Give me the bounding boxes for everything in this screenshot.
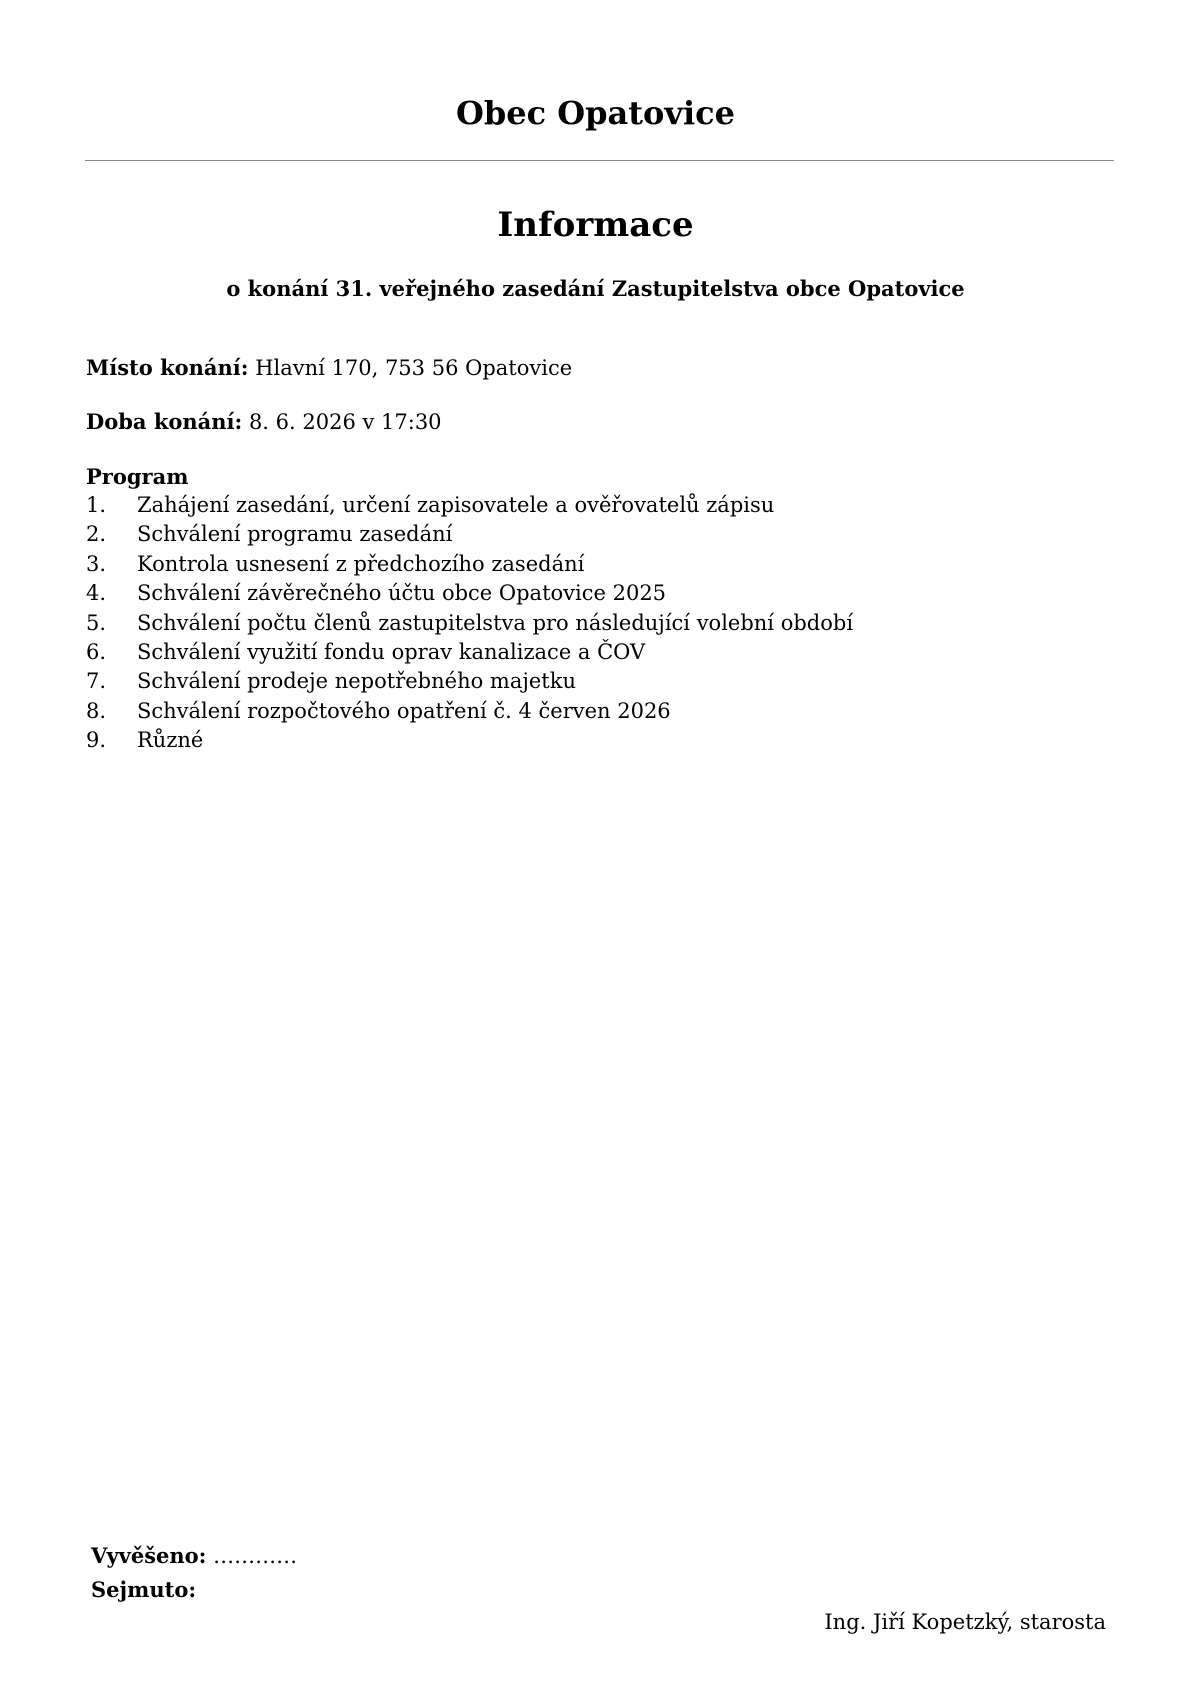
program-item (86, 667, 853, 696)
organization-title: Obec Opatovice (456, 94, 735, 132)
header-divider (85, 160, 1114, 161)
posted-on (91, 1541, 297, 1571)
document-title: Informace (497, 205, 694, 245)
program-item-number: 7. (86, 669, 107, 694)
program-item (86, 520, 853, 549)
program-item-text: Zahájení zasedání, určení zapisovatele a ověřovatelů zápisu (137, 493, 775, 517)
program-item-text: Kontrola usnesení z předchozího zasedání (137, 551, 585, 576)
program-item-number: 2. (86, 522, 107, 547)
program-item (86, 638, 853, 667)
document-subtitle: o konání 31. veřejného zasedání Zastupitelstva obce Opatovice (226, 276, 965, 301)
meeting-time-label: Doba konání: (86, 409, 243, 434)
posted-on-label: Vyvěšeno: (91, 1543, 207, 1568)
meeting-time (86, 407, 442, 437)
posted-on-value: ………… (213, 1544, 298, 1568)
meeting-place (86, 353, 572, 383)
program-list (86, 491, 853, 756)
program-item-text: Schválení programu zasedání (137, 522, 453, 547)
program-item-text: Schválení závěrečného účtu obce Opatovice 2025 (137, 581, 667, 606)
meeting-time-value: 8. 6. 2026 v 17:30 (248, 410, 442, 434)
program-item-number: 6. (86, 640, 107, 665)
removed-on (91, 1575, 196, 1605)
program-item-number: 3. (86, 551, 107, 576)
program-item-text: Schválení prodeje nepotřebného majetku (137, 669, 576, 694)
removed-on-label: Sejmuto: (91, 1577, 197, 1602)
program-item-number: 1. (86, 493, 107, 517)
program-item (86, 491, 853, 520)
mayor-signature-line: Ing. Jiří Kopetzký, starosta (824, 1610, 1106, 1634)
program-item-text: Schválení počtu členů zastupitelstva pro následující volební období (137, 610, 854, 635)
program-item (86, 550, 853, 579)
program-item-text: Schválení využití fondu oprav kanalizace a ČOV (137, 640, 646, 665)
program-item-number: 4. (86, 581, 107, 606)
program-item (86, 609, 853, 638)
program-item-text: Různé (137, 728, 204, 753)
program-item-number: 9. (86, 728, 107, 753)
program-item (86, 697, 853, 726)
meeting-place-value: Hlavní 170, 753 56 Opatovice (255, 356, 573, 380)
meeting-place-label: Místo konání: (86, 355, 249, 380)
program-item (86, 726, 853, 755)
program-heading: Program (86, 464, 189, 489)
program-item-text: Schválení rozpočtového opatření č. 4 červen 2026 (137, 698, 671, 723)
program-item-number: 8. (86, 698, 107, 723)
program-item-number: 5. (86, 610, 107, 635)
program-item (86, 579, 853, 608)
